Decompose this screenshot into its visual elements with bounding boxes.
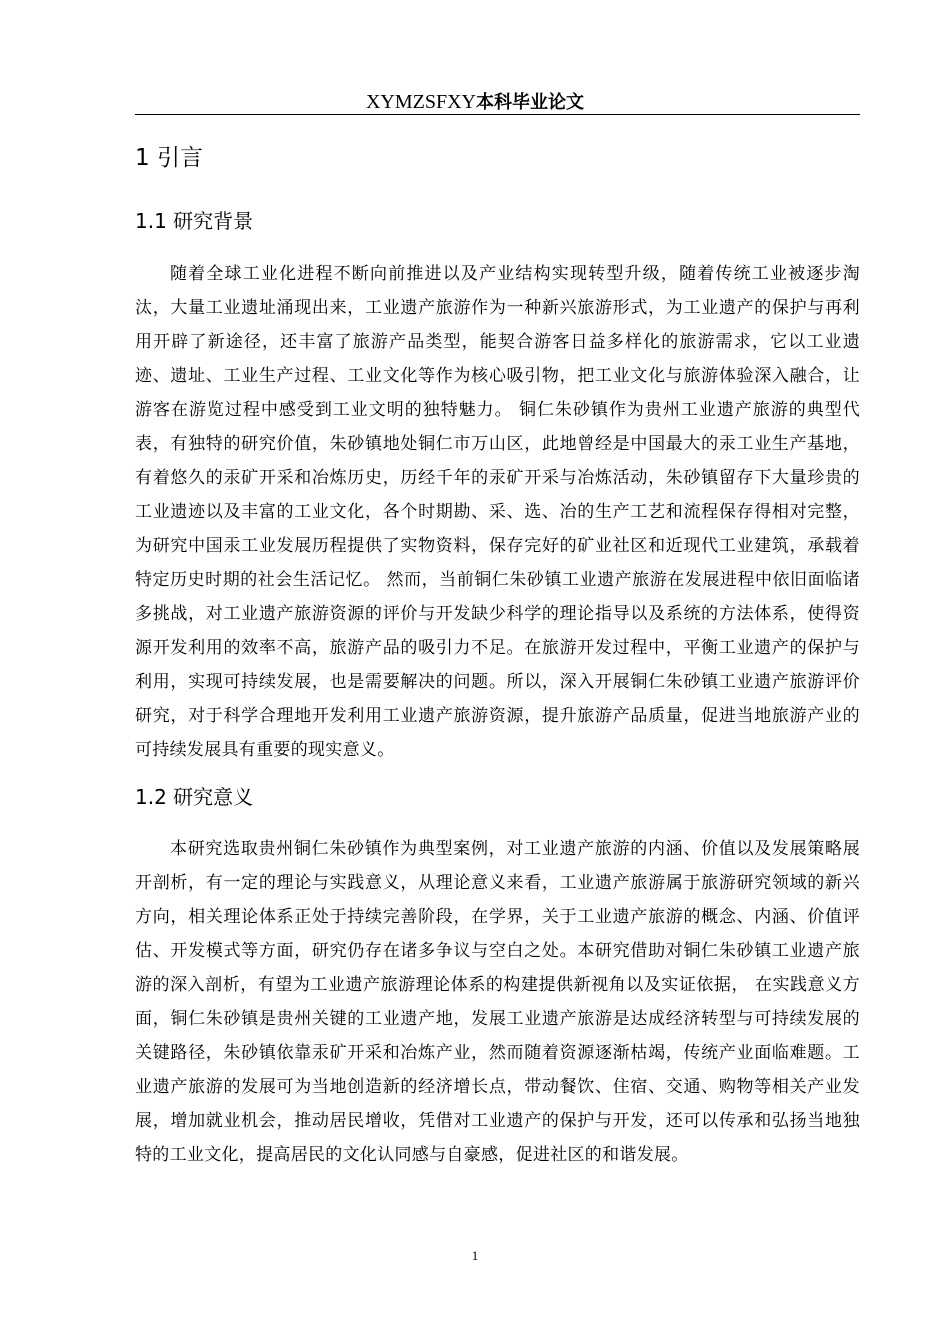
- paragraph-background: 随着全球工业化进程不断向前推进以及产业结构实现转型升级，随着传统工业被逐步淘汰，大量工业遗址涌现出来，工业遗产旅游作为一种新兴旅游形式，为工业遗产的保护与再利用开辟了新途径，还丰富了旅游产品类型，能契合游客日益多样化的旅游需求，它以工业遗迹、遗址、工业生产过程、工业文化等作为核心吸引物，把工业文化与旅游体验深入融合，让游客在游览过程中感受到工业文明的独特魅力。 铜仁朱砂镇作为贵州工业遗产旅游的典型代表，有独特的研究价值，朱砂镇地处铜仁市万山区，此地曾经是中国最大的汞工业生产基地，有着悠久的汞矿开采和冶炼历史，历经千年的汞矿开采与冶炼活动，朱砂镇留存下大量珍贵的工业遗迹以及丰富的工业文化，各个时期勘、采、选、冶的生产工艺和流程保存得相对完整，为研究中国汞工业发展历程提供了实物资料，保存完好的矿业社区和近现代工业建筑，承载着特定历史时期的社会生活记忆。 然而，当前铜仁朱砂镇工业遗产旅游在发展进程中依旧面临诸多挑战，对工业遗产旅游资源的评价与开发缺少科学的理论指导以及系统的方法体系，使得资源开发利用的效率不高，旅游产品的吸引力不足。在旅游开发过程中，平衡工业遗产的保护与利用，实现可持续发展，也是需要解决的问题。所以，深入开展铜仁朱砂镇工业遗产旅游评价研究，对于科学合理地开发利用工业遗产旅游资源，提升旅游产品质量，促进当地旅游产业的可持续发展具有重要的现实意义。: [135, 264, 860, 760]
- page-header: [0, 88, 950, 116]
- header-rule: [135, 114, 860, 115]
- header-latin: XYMZSFXY: [365, 91, 477, 113]
- section-title-significance: 1.2 研究意义: [135, 785, 254, 809]
- paragraph-significance: 本研究选取贵州铜仁朱砂镇作为典型案例，对工业遗产旅游的内涵、价值以及发展策略展开剖析，有一定的理论与实践意义，从理论意义来看，工业遗产旅游属于旅游研究领域的新兴方向，相关理论体系正处于持续完善阶段，在学界，关于工业遗产旅游的概念、内涵、价值评估、开发模式等方面，研究仍存在诸多争议与空白之处。本研究借助对铜仁朱砂镇工业遗产旅游的深入剖析，有望为工业遗产旅游理论体系的构建提供新视角以及实证依据， 在实践意义方面，铜仁朱砂镇是贵州关键的工业遗产地，发展工业遗产旅游是达成经济转型与可持续发展的关键路径，朱砂镇依靠汞矿开采和冶炼产业，然而随着资源逐渐枯竭，传统产业面临难题。工业遗产旅游的发展可为当地创造新的经济增长点，带动餐饮、住宿、交通、购物等相关产业发展，增加就业机会，推动居民增收，凭借对工业遗产的保护与开发，还可以传承和弘扬当地独特的工业文化，提高居民的文化认同感与自豪感，促进社区的和谐发展。: [135, 839, 860, 1165]
- page-number: 1: [471, 1248, 479, 1263]
- header-title: 本科毕业论文: [476, 92, 585, 113]
- chapter-title: 1 引言: [135, 145, 203, 171]
- section-title-background: 1.1 研究背景: [135, 209, 254, 233]
